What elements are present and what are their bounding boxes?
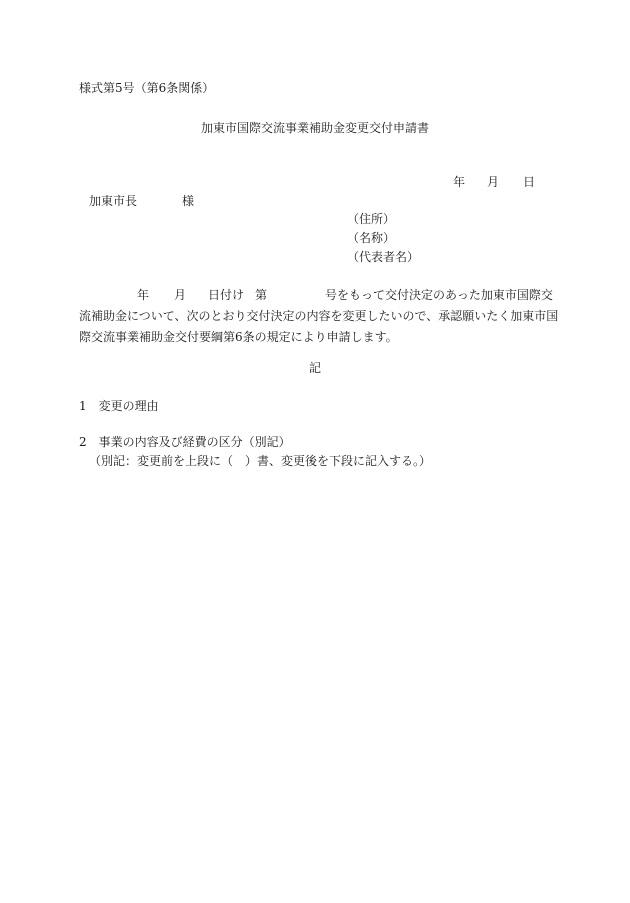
body-day-suffix: 日付け: [208, 288, 245, 302]
applicant-address-label: （住所）: [347, 212, 396, 226]
honorific: 様: [182, 194, 195, 208]
body-line-1-text: 号をもって交付決定のあった加東市国際交: [325, 288, 553, 302]
body-line-2-text: 流補助金について、次のとおり交付決定の内容を変更したいので、承認願いたく加東市国: [79, 309, 559, 323]
body-line-2: [79, 306, 559, 327]
item-project-content: 2 事業の内容及び経費の区分（別記）: [79, 435, 291, 449]
body-month-label: 月: [174, 288, 187, 302]
document-title: 加東市国際交流事業補助金変更交付申請書: [200, 121, 429, 135]
applicant-representative-label: （代表者名）: [347, 250, 420, 264]
date-year-label: 年: [453, 175, 466, 189]
body-line-3: [79, 327, 559, 348]
addressee: 加東市長: [89, 194, 138, 208]
item-change-reason: 1 変更の理由: [79, 399, 159, 413]
body-line-1: [79, 285, 559, 306]
applicant-name-label: （名称）: [347, 231, 396, 245]
date-month-label: 月: [487, 175, 500, 189]
body-year-label: 年: [137, 288, 150, 302]
application-body: [79, 285, 559, 348]
item-project-content-note: （別記：変更前を上段に（ ）書、変更後を下段に記入する。）: [89, 454, 432, 468]
body-line-3-text: 際交流事業補助金交付要綱第6条の規定により申請します。: [79, 330, 398, 344]
ki-heading: 記: [308, 361, 321, 375]
body-number-prefix: 第: [255, 288, 268, 302]
form-number: 様式第5号（第6条関係）: [79, 81, 215, 95]
date-day-label: 日: [523, 175, 536, 189]
